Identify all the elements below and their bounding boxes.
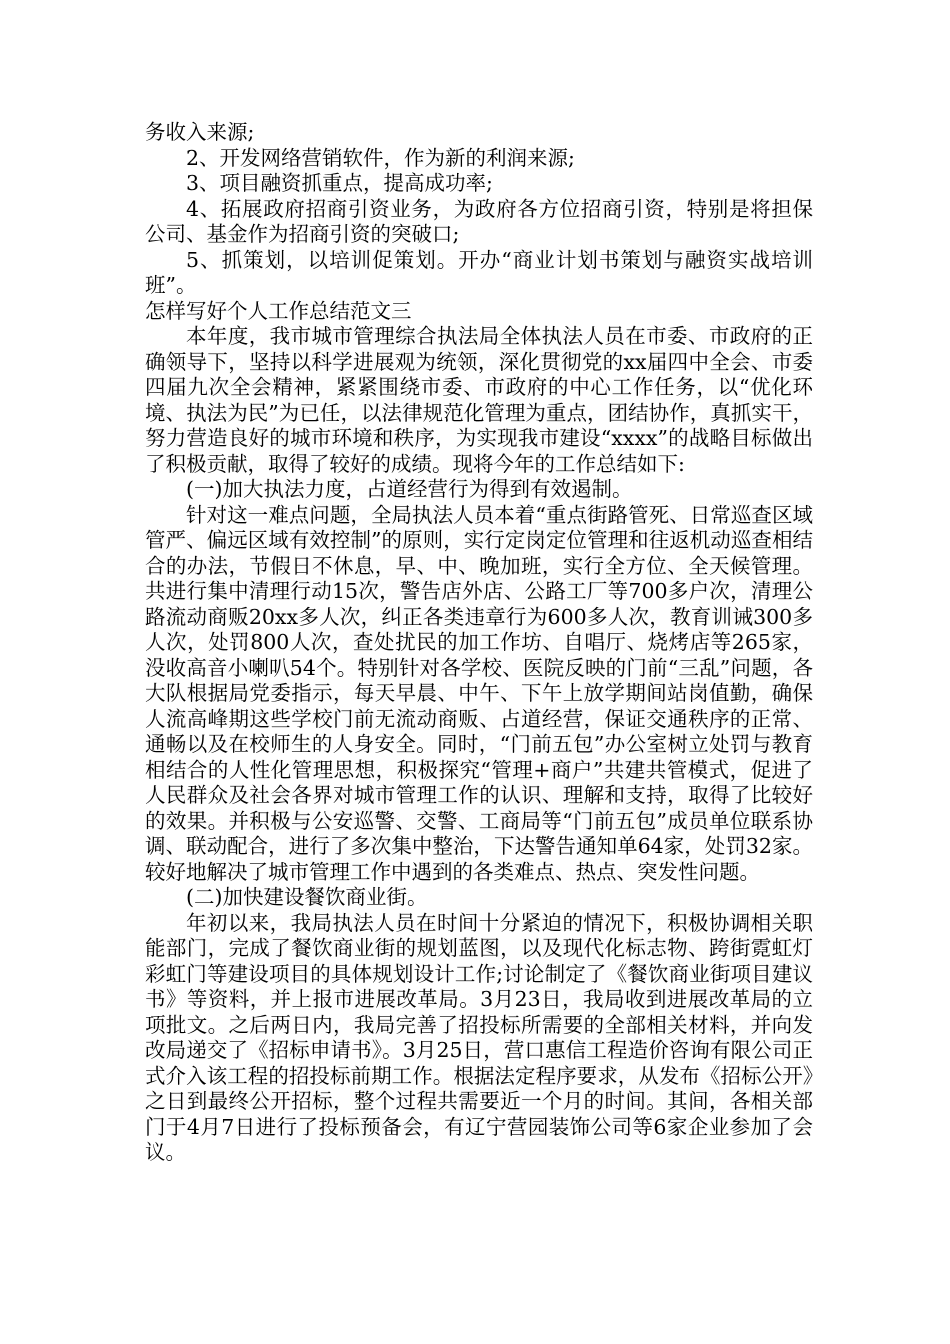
body-paragraph-2: 年初以来，我局执法人员在时间十分紧迫的情况下，积极协调相关职能部门，完成了餐饮商业街的规划蓝图，以及现代化标志物、跨街霓虹灯彩虹门等建设项目的具体规划设计工作;讨论制定了《餐饮商业街项目建议书》等资料，并上报市进展改革局。3月23日，我局收到进展改革局的立项批文。之后两日内，我局完善了招投标所需要的全部相关材料，并向发改局递交了《招标申请书》。3月25日，营口惠信工程造价咨询有限公司正式介入该工程的招投标前期工作。根据法定程序要求，从发布《招标公开》之日到最终公开招标，整个过程共需要近一个月的时间。其间，各相关部门于4月7日进行了投标预备会，有辽宁营园装饰公司等6家企业参加了会议。 [145,910,813,1164]
subheading-1: (一)加大执法力度，占道经营行为得到有效遏制。 [186,477,633,501]
list-item-5: 5、抓策划，以培训促策划。开办“商业计划书策划与融资实战培训班”。 [145,247,813,297]
paragraph-continuation: 务收入来源; [145,120,255,144]
body-paragraph-1: 针对这一难点问题，全局执法人员本着“重点街路管死、日常巡查区域管严、偏远区域有效控制”的原则，实行定岗定位管理和往返机动巡查相结合的办法，节假日不休息，早、中、晚加班，实行全方位、全天候管理。共进行集中清理行动15次，警告店外店、公路工厂等700多户次，清理公路流动商贩20xx多人次，纠正各类违章行为600多人次，教育训诫300多人次，处罚800人次，查处扰民的加工作坊、自唱厅、烧烤店等265家，没收高音小喇叭54个。特别针对各学校、医院反映的门前“三乱”问题，各大队根据局党委指示，每天早晨、中午、下午上放学期间站岗值勤，确保人流高峰期这些学校门前无流动商贩、占道经营，保证交通秩序的正常、通畅以及在校师生的人身安全。同时，“门前五包”办公室树立处罚与教育相结合的人性化管理思想，积极探究“管理+商户”共建共管模式，促进了人民群众及社会各界对城市管理工作的认识、理解和支持，取得了比较好的效果。并积极与公安巡警、交警、工商局等“门前五包”成员单位联系协调、联动配合，进行了多次集中整治，下达警告通知单64家，处罚32家。较好地解决了城市管理工作中遇到的各类难点、热点、突发性问题。 [145,502,813,884]
list-item-4: 4、拓展政府招商引资业务，为政府各方位招商引资，特别是将担保公司、基金作为招商引资的突破口; [145,196,813,246]
section-title: 怎样写好个人工作总结范文三 [145,298,412,323]
intro-paragraph: 本年度，我市城市管理综合执法局全体执法人员在市委、市政府的正确领导下，坚持以科学进展观为统领，深化贯彻党的xx届四中全会、市委四届九次全会精神，紧紧围绕市委、市政府的中心工作任务，以“优化环境、执法为民”为已任，以法律规范化管理为重点，团结协作，真抓实干，努力营造良好的城市环境和秩序，为实现我市建设“xxxx”的战略目标做出了积极贡献，取得了较好的成绩。现将今年的工作总结如下: [145,324,813,476]
list-item-3: 3、项目融资抓重点，提高成功率; [186,171,493,195]
document-page [145,120,813,1166]
list-item-2: 2、开发网络营销软件，作为新的利润来源; [186,145,575,170]
subheading-2: (二)加快建设餐饮商业街。 [186,885,428,909]
